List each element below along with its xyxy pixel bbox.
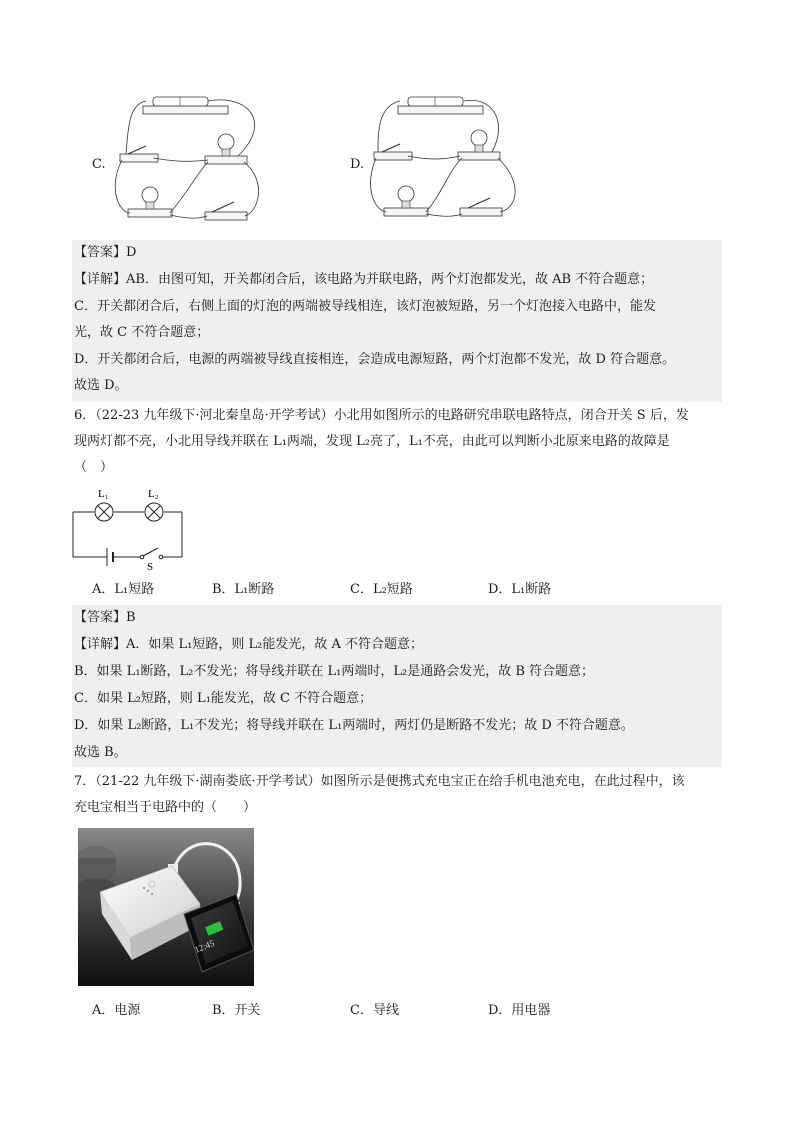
q6-answer: 【答案】B (74, 610, 136, 625)
circuit-c-illustration (108, 92, 273, 232)
q7-stem-1: 7．（21-22 九年级下·湖南娄底·开学考试）如图所示是便携式充电宝正在给手机电池充电，在此过程中，该 (74, 774, 685, 789)
answer-block-q5 (72, 240, 722, 402)
q6-option-d[interactable]: D．L₁断路 (488, 582, 552, 597)
q5-conclusion: 故选 D。 (74, 378, 128, 393)
circuit-d-illustration (368, 92, 533, 232)
q6-stem-1: 6．（22-23 九年级下·河北秦皇岛·开学考试）小北用如图所示的电路研究串联电路特点，闭合开关 S 后，发 (74, 408, 689, 423)
q5-detail-2a: C．开关都闭合后，右侧上面的灯泡的两端被导线相连，该灯泡被短路，另一个灯泡接入电路中，能发 (74, 299, 656, 314)
q6-detail-2: B．如果 L₁断路，L₂不发光；将导线并联在 L₁两端时，L₂是通路会发光，故 B 符合题意； (74, 664, 595, 679)
q5-detail-2b: 光，故 C 不符合题意； (74, 325, 210, 340)
power-bank-charging-photo (78, 828, 254, 986)
q6-conclusion: 故选 B。 (74, 745, 127, 760)
q5-answer: 【答案】D (74, 245, 137, 260)
phone-clock: 12:45 (193, 937, 216, 955)
answer-block-q6 (72, 605, 722, 767)
q6-stem-3: （ ） (74, 460, 114, 475)
q6-option-a[interactable]: A．L₁短路 (92, 582, 155, 597)
q6-stem-2: 现两灯都不亮，小北用导线并联在 L₁两端，发现 L₂亮了，L₁不亮，由此可以判断小北原来电路的故障是 (74, 434, 670, 449)
q7-option-c[interactable]: C．导线 (350, 1003, 399, 1018)
q6-detail-4: D．如果 L₂断路，L₁不发光；将导线并联在 L₁两端时，两灯仍是断路不发光；故 D 不符合题意。 (74, 718, 634, 733)
lamp-l1-icon (95, 503, 113, 521)
q6-detail-1: 【详解】A．如果 L₁短路，则 L₂能发光，故 A 不符合题意； (74, 637, 423, 652)
lamp-l1-label: L₁ (98, 488, 109, 500)
q5-detail-3: D．开关都闭合后，电源的两端被导线直接相连，会造成电源短路，两个灯泡都不发光，故 D 符合题意。 (74, 352, 676, 367)
q7-option-d[interactable]: D．用电器 (488, 1003, 551, 1018)
q7-option-b[interactable]: B．开关 (212, 1003, 261, 1018)
q6-option-b[interactable]: B．L₁断路 (212, 582, 275, 597)
lamp-l2-icon (145, 503, 163, 521)
q6-detail-3: C．如果 L₂短路，则 L₁能发光，故 C 不符合题意； (74, 691, 373, 706)
option-c-label: C. (92, 157, 106, 172)
q7-stem-2: 充电宝相当于电路中的（ ） (74, 800, 257, 815)
q6-option-c[interactable]: C．L₂短路 (350, 582, 413, 597)
switch-label: S (147, 561, 154, 570)
lamp-l2-label: L₂ (148, 488, 159, 500)
series-circuit-diagram (68, 484, 190, 570)
q7-option-a[interactable]: A．电源 (92, 1003, 141, 1018)
q5-detail-1: 【详解】AB．由图可知，开关都闭合后，该电路为并联电路，两个灯泡都发光，故 AB 不符合题意； (74, 272, 654, 287)
option-d-label: D. (350, 157, 365, 172)
